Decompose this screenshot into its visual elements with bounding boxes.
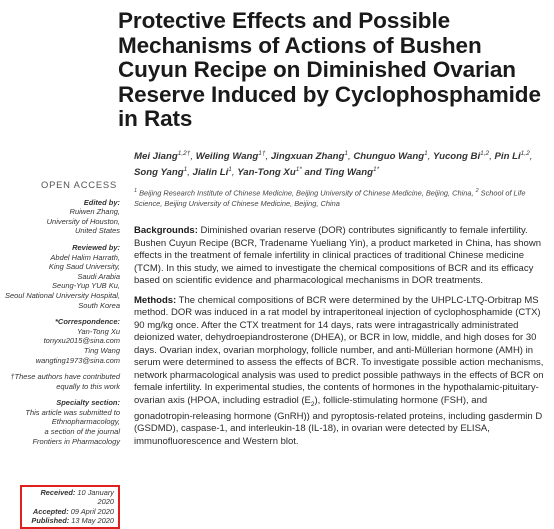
specialty-section-heading: Specialty section: — [56, 398, 120, 408]
correspondence-heading: *Correspondence: — [54, 317, 120, 327]
published-date: Published: 13 May 2020 — [31, 516, 114, 526]
edited-by-heading: Edited by: — [83, 197, 120, 207]
received-date: Received: 10 January 2020 — [40, 488, 114, 507]
editor-name: Ruiwen Zhang, — [69, 207, 120, 217]
author[interactable]: Song Yang — [134, 167, 184, 179]
affiliations: $^1$ Beijing Research Institute of Chinese Medicine, Beijing University of Chinese Medicine, Beijing, China, $^2$ School of Life Science, Beijing University of Chinese Medicine, Beijing, China — [134, 188, 526, 208]
author-list: Mei Jiang$^{1,2\dagger}$, Weiling Wang$^{1\dagger}$, Jingxuan Zhang$^1$, Chunguo Wang$^1$, Yucong Bi$^{1,2}$, Pin Li$^{1,2}$, Song Yang$^1$, Jialin Li$^1$, Yan-Tong $Xu^{1*}$ and Ting Wang$^{1*}$ — [134, 150, 533, 179]
reviewer-name: Abdel Halim Harrath, — [50, 252, 120, 262]
author[interactable]: Yucong Bi — [433, 151, 481, 163]
author[interactable]: Weiling Wang — [195, 151, 259, 163]
equal-contribution-note: †These authors have contributed — [10, 372, 120, 382]
reviewer-name: Seung-Yup YUB Ku, — [52, 281, 120, 291]
reviewed-by-heading: Reviewed by: — [72, 242, 120, 252]
abstract — [134, 225, 548, 455]
author[interactable]: Chunguo Wang — [353, 151, 425, 163]
author[interactable]: Pin Li — [494, 151, 521, 163]
correspondent-name: Ting Wang — [83, 345, 120, 355]
correspondent-email[interactable]: tonyxu2015@sina.com — [43, 336, 120, 346]
journal-name: Frontiers in Pharmacology — [32, 436, 120, 446]
author[interactable]: Ting Wang — [324, 167, 373, 179]
author[interactable]: Mei Jiang — [134, 151, 178, 163]
correspondent-name: Yan-Tong Xu — [77, 326, 120, 336]
authors-conjunction: and — [304, 167, 322, 179]
author[interactable]: Jingxuan Zhang — [270, 151, 345, 163]
open-access-label: OPEN ACCESS — [40, 179, 117, 190]
correspondent-email[interactable]: wangting1973@sina.com — [35, 355, 120, 365]
article-sidebar: OPEN ACCESS Edited by: Ruiwen Zhang, University of Houston, United States Reviewed by: Abdel Halim Harrath, King Saud University, Saudi Arabia Seung-Yup YUB Ku, Seoul National University Hospital, South Korea *Correspondence: Yan-Tong Xu tonyxu2015@sina.com Ting Wang wangting1973@sina.com †These authors have contributed equally to this work Specialty section: This article was submitted to Ethnopharmacology, a section of the journal Frontiers in Pharmacology — [0, 180, 120, 446]
abstract-backgrounds: Backgrounds: Diminished ovarian reserve (DOR) contributes significantly to female infertility. Bushen Cuyun Recipe (BCR, Tradename Yueliang Yin), a product marketed in China, has shown effects in the treatment of female infertility in clinical practices of traditional Chinese medicine (TCM). In this study, we aimed to investigate the chemical compositions of BCR and its efficacy based on scientific evidence and pharmacological mechanisms in DOR treatments. — [134, 225, 541, 286]
author[interactable]: Yan-Tong Xu — [237, 167, 296, 179]
accepted-date: Accepted: 09 April 2020 — [32, 506, 114, 516]
author[interactable]: Jialin Li — [192, 167, 229, 179]
article-title: Protective Effects and Possible Mechanisms of Actions of Bushen Cuyun Recipe on Diminished Ovarian Reserve Induced by Cyclophosphamide in Rats — [118, 8, 541, 131]
publication-dates-box — [20, 485, 120, 529]
abstract-methods: Methods: The chemical compositions of BCR were determined by the UHPLC-LTQ-Orbitrap MS method. DOR was induced in a rat model by intraperitoneal injection of cyclophosphamide (CTX) 90 mg/kg once. After the CTX treatment for 14 days, rats were intragastrically administrated deionized water, dehydroepiandrosterone (DHEA), or BCR in low, middle, and high doses for 30 days. Ovarian index, ovarian morphology, follicle number, and anti-Müllerian hormone (AMH) in serum were determined to assess the effects of BCR. To investigate possible action mechanisms, network pharmacological analysis was used to predict possible pathways in the effects of BCR on female infertility. In experimental studies, the contents of hormones in the hypothalamic-pituitary-ovarian axis (HPOA, including estradiol $(E_2)$, follicle-stimulating hormone (FSH), and gonadotropin-releasing hormone (GnRH)) and pyroptosis-related proteins, including gasdermin D (GSDMD), caspase-1, and interleukin-18 (IL-18), in ovarian were detected by ELISA, immunofluorescence and Western blot. — [134, 294, 544, 447]
